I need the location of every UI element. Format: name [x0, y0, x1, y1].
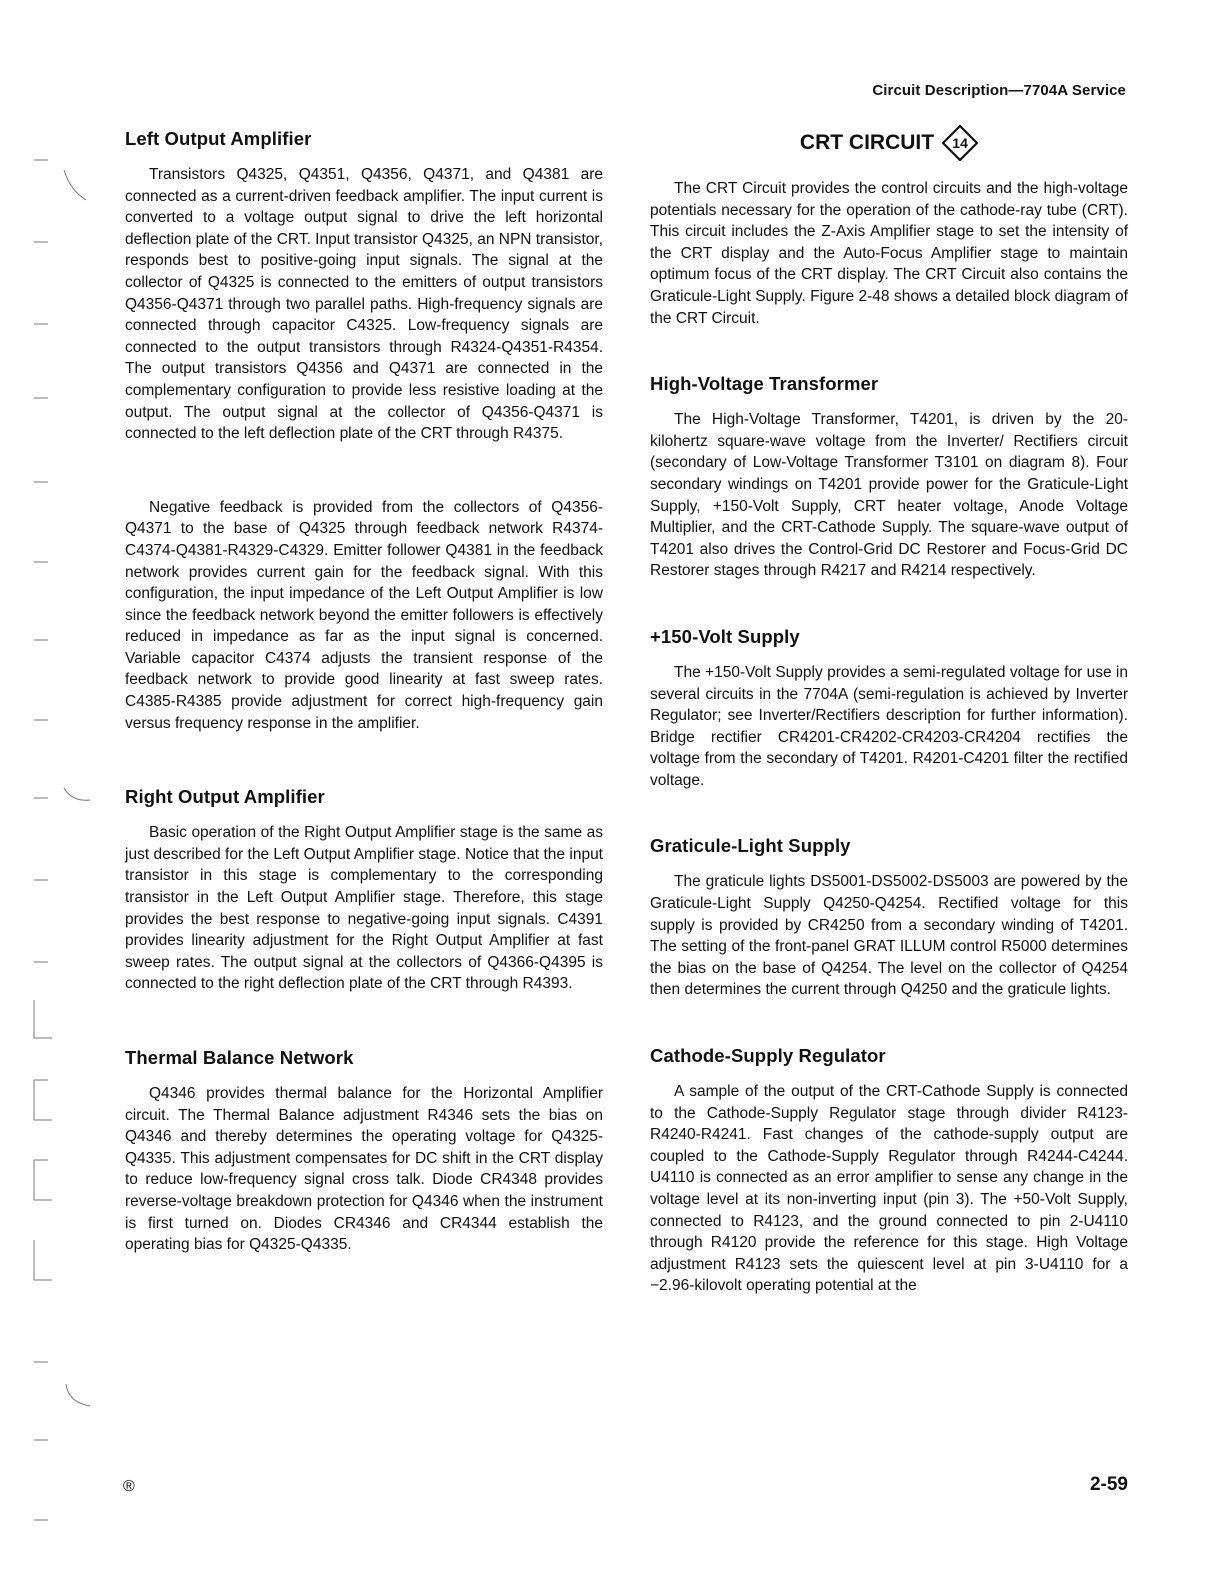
- crt-circuit-heading: [650, 128, 1128, 158]
- paragraph: Transistors Q4325, Q4351, Q4356, Q4371, and Q4381 are connected as a current-driven feedback amplifier. The input current is converted to a voltage output signal to drive the left horizontal deflection plate of the CRT. Input transistor Q4325, an NPN transistor, responds best to positive-going input signals. The signal at the collector of Q4325 is connected to the emitters of output transistors Q4356-Q4371 through two parallel paths. High-frequency signals are connected through capacitor C4325. Low-frequency signals are connected to the output transistors through R4324-Q4351-R4354. The output transistors Q4356 and Q4371 are connected in the complementary configuration to provide less resistive loading at the output. The output signal at the collector of Q4356-Q4371 is connected to the left deflection plate of the CRT through R4375.: [125, 166, 603, 443]
- paragraph: Basic operation of the Right Output Amplifier stage is the same as just described for the Left Output Amplifier stage. Notice that the input transistor in this stage is complementary to the corresponding transistor in the Left Output Amplifier stage. Therefore, this stage provides the best response to negative-going input signals. C4391 provides linearity adjustment for the Right Output Amplifier at fast sweep rates. The output signal at the collectors of Q4366-Q4395 is connected to the right deflection plate of the CRT through R4393.: [125, 824, 603, 993]
- right-column: [650, 128, 1128, 1297]
- paragraph: The graticule lights DS5001-DS5002-DS5003 are powered by the Graticule-Light Supply Q4250-Q4254. Rectified voltage for this supply is provided by CR4250 from a secondary winding of T4201. The setting of the front-panel GRAT ILLUM control R5000 determines the bias on the base of Q4254. The level on the collector of Q4254 then determines the current through Q4250 and the graticule lights.: [650, 873, 1128, 999]
- crt-circuit-title: CRT CIRCUIT: [799, 131, 935, 154]
- section-title-high-voltage-transformer: High-Voltage Transformer: [650, 373, 879, 395]
- running-header: Circuit Description—7704A Service: [872, 82, 1126, 99]
- section-title-right-output-amplifier: Right Output Amplifier: [125, 786, 325, 808]
- left-column: [125, 128, 603, 1256]
- diagram-number-diamond-icon: [942, 125, 978, 161]
- footer-mark: ®: [123, 1478, 135, 1495]
- section-title-cathode-supply-regulator: Cathode-Supply Regulator: [650, 1045, 886, 1067]
- paragraph: Q4346 provides thermal balance for the Horizontal Amplifier circuit. The Thermal Balance adjustment R4346 sets the bias on Q4346 and thereby determines the operating voltage for Q4325-Q4335. This adjustment compensates for DC shift in the CRT display to reduce low-frequency signal cross talk. Diode CR4348 provides reverse-voltage breakdown protection for Q4346 when the instrument is first turned on. Diodes CR4346 and CR4344 establish the operating bias for Q4325-Q4335.: [125, 1085, 603, 1254]
- page-number: 2-59: [1089, 1474, 1128, 1495]
- paragraph: Negative feedback is provided from the collectors of Q4356-Q4371 to the base of Q4325 through feedback network R4374-C4374-Q4381-R4329-C4329. Emitter follower Q4381 in the feedback network provides current gain for the feedback signal. With this configuration, the input impedance of the Left Output Amplifier is low since the feedback network beyond the emitter followers is effectively reduced in impedance as far as the input signal is concerned. Variable capacitor C4374 adjusts the transient response of the feedback network to provide good linearity at fast sweep rates. C4385-R4385 provide adjustment for correct high-frequency gain versus frequency response in the amplifier.: [125, 498, 603, 732]
- paragraph: The CRT Circuit provides the control circuits and the high-voltage potentials necessary for the operation of the cathode-ray tube (CRT). This circuit includes the Z-Axis Amplifier stage to set the intensity of the CRT display and the Auto-Focus Amplifier stage to maintain optimum focus of the CRT display. The CRT Circuit also contains the Graticule-Light Supply. Figure 2-48 shows a detailed block diagram of the CRT Circuit.: [650, 180, 1128, 327]
- paragraph: A sample of the output of the CRT-Cathode Supply is connected to the Cathode-Supply Regulator stage through divider R4123-R4240-R4241. Fast changes of the cathode-supply output are coupled to the Cathode-Supply Regulator through R4244-C4244. U4110 is connected as an error amplifier to sense any change in the voltage level at its non-inverting input (pin 3). The +50-Volt Supply, connected to R4123, and the ground connected to pin 2-U4110 through R4120 provide the reference for this stage. High Voltage adjustment R4123 sets the quiescent level at pin 3-U4110 for a −2.96-kilovolt operating potential at the: [650, 1083, 1128, 1295]
- section-title-left-output-amplifier: Left Output Amplifier: [125, 128, 312, 149]
- diagram-number: 14: [952, 135, 968, 151]
- section-title-thermal-balance-network: Thermal Balance Network: [125, 1047, 354, 1068]
- section-title-150-volt-supply: +150-Volt Supply: [650, 625, 800, 647]
- paragraph: The High-Voltage Transformer, T4201, is driven by the 20-kilohertz square-wave voltage from the Inverter/ Rectifiers circuit (secondary of Low-Voltage Transformer T3101 on diagram 8). Four secondary windings on T4201 provide power for the Graticule-Light Supply, +150-Volt Supply, CRT heater voltage, Anode Voltage Multiplier, and the CRT-Cathode Supply. The square-wave output of T4201 also drives the Control-Grid DC Restorer and Focus-Grid DC Restorer stages through R4217 and R4214 respectively.: [650, 411, 1128, 580]
- binder-edge-marks: [28, 0, 98, 1584]
- paragraph: The +150-Volt Supply provides a semi-regulated voltage for use in several circuits in the 7704A (semi-regulation is achieved by Inverter Regulator; see Inverter/Rectifiers description for further information). Bridge rectifier CR4201-CR4202-CR4203-CR4204 rectifies the voltage from the secondary of T4201. R4201-C4201 filter the rectified voltage.: [650, 663, 1128, 789]
- section-title-graticule-light-supply: Graticule-Light Supply: [650, 835, 851, 857]
